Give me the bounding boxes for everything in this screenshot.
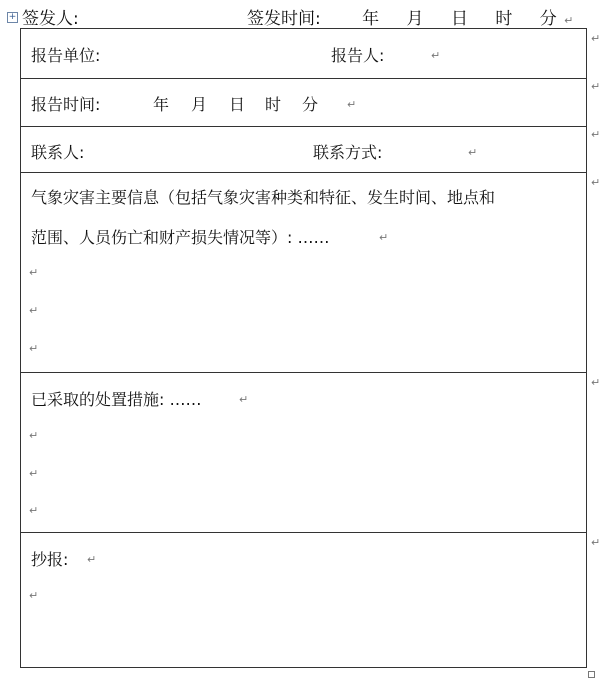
return-mark: ↵ — [29, 429, 39, 442]
unit-hour: 时 — [495, 9, 513, 29]
return-mark: ↵ — [431, 49, 441, 62]
measures-text: 已采取的处置措施: …… — [31, 390, 202, 409]
disaster-info-text-1: 气象灾害主要信息（包括气象灾害种类和特征、发生时间、地点和 — [31, 188, 496, 207]
report-time-label: 报告时间: — [31, 95, 101, 114]
rt-unit-day: 日 — [229, 95, 246, 114]
return-mark: ↵ — [29, 589, 39, 602]
rt-unit-year: 年 — [153, 95, 170, 114]
return-mark: ↵ — [347, 98, 357, 111]
row-measures — [21, 373, 586, 533]
report-unit-label: 报告单位: — [31, 46, 101, 65]
reporter-label: 报告人: — [331, 46, 385, 65]
row-end-mark: ↵ — [591, 128, 601, 141]
contact-method-label: 联系方式: — [313, 143, 383, 162]
rt-unit-minute: 分 — [302, 95, 319, 114]
row-end-mark: ↵ — [591, 80, 601, 93]
row-end-mark: ↵ — [591, 376, 601, 389]
row-end-mark: ↵ — [591, 32, 601, 45]
cc-label: 抄报: — [31, 550, 69, 569]
return-mark: ↵ — [29, 504, 39, 517]
row-end-mark: ↵ — [591, 536, 601, 549]
header-line — [0, 4, 609, 29]
disaster-info-text-2: 范围、人员伤亡和财产损失情况等）: …… — [31, 228, 330, 247]
rt-unit-month: 月 — [191, 95, 208, 114]
issuer-label: 签发人: — [22, 9, 79, 29]
table-resize-handle-icon[interactable] — [588, 671, 595, 678]
return-mark: ↵ — [29, 304, 39, 317]
row-unit-reporter — [21, 29, 586, 79]
row-disaster-info — [21, 173, 586, 373]
row-report-time — [21, 79, 586, 127]
unit-year: 年 — [362, 9, 380, 29]
contact-label: 联系人: — [31, 143, 85, 162]
return-mark: ↵ — [564, 14, 574, 27]
return-mark: ↵ — [29, 342, 39, 355]
unit-month: 月 — [406, 9, 424, 29]
rt-unit-hour: 时 — [265, 95, 282, 114]
row-contact — [21, 127, 586, 173]
return-mark: ↵ — [468, 146, 478, 159]
return-mark: ↵ — [239, 393, 249, 406]
return-mark: ↵ — [379, 231, 389, 244]
table-move-handle-icon[interactable]: + — [8, 12, 17, 22]
row-cc — [21, 533, 586, 669]
issue-time-label: 签发时间: — [247, 9, 321, 29]
unit-day: 日 — [450, 9, 468, 29]
row-end-mark: ↵ — [591, 176, 601, 189]
issue-time — [247, 4, 573, 29]
report-form-table — [20, 28, 587, 668]
unit-minute: 分 — [539, 9, 557, 29]
return-mark: ↵ — [29, 266, 39, 279]
return-mark: ↵ — [29, 467, 39, 480]
return-mark: ↵ — [87, 553, 97, 566]
